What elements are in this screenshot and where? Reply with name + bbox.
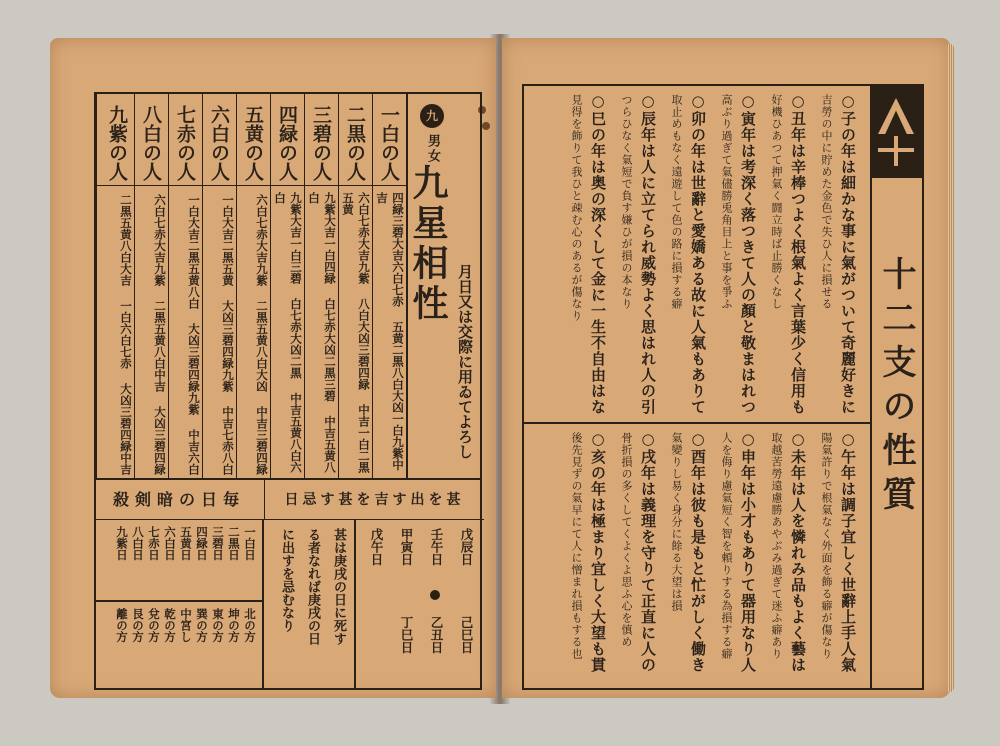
row-values: 六白七赤大吉九紫 八白大凶三碧四緑 中吉一白二黒五黄 (341, 192, 371, 473)
page-edge (948, 44, 954, 692)
day-entry: 壬午日 (429, 528, 444, 566)
zodiac-note: 人を侮り慮氣短く智を頼りする為損する癖 (720, 432, 733, 660)
zodiac-entry: ○寅年は考深く落つきて人の顏と敬まはれつ (739, 92, 757, 415)
moon-icon (430, 590, 440, 600)
row-values: 一白大吉二黒五黄 大凶三碧四緑九紫 中吉七赤八白 (221, 193, 235, 475)
zodiac-entry: ○辰年は人に立てられ威勢よく思はれ人の引 (639, 92, 657, 415)
nine-star-row (134, 94, 168, 478)
row-label: 七赤の人 (169, 94, 202, 186)
direction: 兌の方 (147, 608, 161, 643)
row-label: 八白の人 (135, 94, 168, 186)
zodiac-note: 取越苦勞遠慮勝あやぶみ過ぎて迷ふ癖あり (770, 432, 783, 660)
nine-star-table (94, 92, 482, 480)
zodiac-entry: ○亥の年は極まり宜しく大望も貫 (589, 430, 607, 673)
row-values: 一白大吉二黒五黄八白 大凶三碧四緑九紫 中吉六白 (187, 193, 201, 475)
zodiac-note: 取止めもなく遠遊して色の路に損する癖 (670, 94, 683, 310)
nine-star-seal-icon: 九 (420, 104, 444, 128)
direction: 東の方 (211, 608, 225, 643)
zodiac-entry: ○丑年は辛棒つよく根氣よく言葉少く信用も (789, 92, 807, 415)
zodiac-table (522, 84, 924, 690)
day-entry: 戊辰日 (459, 528, 474, 566)
divider (524, 422, 872, 424)
zodiac-entry: ○酉年は彼も是もと忙がしく働き (689, 430, 707, 673)
daily-dark-sword-heading: 毎日の暗剣殺 (112, 490, 245, 509)
row-values: 九紫大吉一白四緑 白七赤大凶二黒三碧 中吉五黄八白 (307, 192, 337, 473)
rule-line: る者なれば庚戌の日 (305, 528, 320, 645)
zodiac-entry: ○午年は調子宜しく世辭上手人氣 (839, 430, 857, 673)
ornament-icon (894, 136, 898, 166)
rule-line: に出すを忌むなり (279, 528, 294, 632)
divider (262, 520, 264, 688)
nine-star-row (202, 94, 236, 478)
zodiac-entry: ○巳の年は奥の深くして金に一生不自由はな (589, 92, 607, 415)
zodiac-entry: ○戌年は義理を守りて正直に人の (639, 430, 657, 673)
row-label: 五黄の人 (237, 94, 270, 186)
row-values: 六白七赤大吉九紫 二黒五黄八白中吉 大凶三碧四緑 (153, 193, 167, 475)
kill-day: 四緑日 (195, 526, 209, 561)
header-band (872, 86, 922, 178)
nine-star-row (168, 94, 202, 478)
day-entry: 丁巳日 (399, 616, 414, 654)
row-label: 四緑の人 (271, 94, 304, 186)
kill-day: 三碧日 (211, 526, 225, 561)
sex-label: 男女 (425, 134, 440, 164)
left-page (50, 38, 496, 698)
zodiac-entry: ○子の年は細かな事に氣がついて奇麗好きに (839, 92, 857, 415)
zodiac-header (870, 86, 922, 688)
row-values: 二黒五黄八白大吉 一白六白七赤 大凶三碧四緑中吉 (119, 193, 133, 475)
kill-day: 六白日 (163, 526, 177, 561)
zodiac-note: 陽氣許りで根氣なく外面を飾る癖が傷なり (820, 432, 833, 660)
direction: 艮の方 (131, 608, 145, 643)
day-entry: 甲寅日 (399, 528, 414, 566)
nine-star-row (270, 94, 304, 478)
nine-star-row (304, 94, 338, 478)
nine-star-row (372, 94, 406, 478)
row-label: 一白の人 (373, 94, 406, 186)
row-values: 四緑三碧大吉六白七赤 五黄二黒八白大凶一白九紫中吉 (375, 192, 405, 471)
divider (354, 520, 356, 688)
direction: 中宮し (179, 608, 193, 643)
direction: 坤の方 (227, 608, 241, 643)
direction: 乾の方 (163, 608, 177, 643)
row-label: 九紫の人 (97, 94, 134, 186)
direction: 北の方 (243, 608, 257, 643)
row-values: 九紫大吉一白三碧 白七赤大凶二黒 中吉五黄八白六白 (273, 192, 303, 473)
nine-star-title: 九星相性 (407, 164, 449, 324)
kill-day: 二黒日 (227, 526, 241, 561)
binding-hole (482, 122, 490, 130)
zodiac-entry: ○未年は人を憐れみ品もよく藝は (789, 430, 807, 673)
forbidden-days-heading: 甚を出す吉を甚す忌日 (264, 480, 484, 520)
daily-table-header (96, 480, 484, 520)
zodiac-note: 吉勞の中に貯めた金色で失ひ人に損せる (820, 94, 833, 310)
nine-star-row (236, 94, 270, 478)
day-entry: 己巳日 (459, 616, 474, 654)
kill-day: 五黄日 (179, 526, 193, 561)
zodiac-note: 氣變りし易く身分に餘る大望は損 (670, 432, 683, 612)
zodiac-note: 見得を飾りて我ひと疎む心のあるが傷なり (570, 94, 583, 322)
zodiac-entry: ○卯の年は世辭と愛嬌ある故に人氣もありて (689, 92, 707, 415)
row-values: 六白七赤大吉九紫 二黒五黄八白大凶 中吉三碧四緑 (255, 193, 269, 475)
daily-table (94, 480, 482, 690)
zodiac-note: 高ぶり過ぎて氣儘勝兎角目上と事を爭ふ (720, 94, 733, 310)
zodiac-note: 後先見ずの氣早にて人に憎まれ損もする也 (570, 432, 583, 660)
zodiac-title: 十二支の性質 (876, 256, 916, 520)
row-label: 三碧の人 (305, 94, 338, 186)
nine-star-header (406, 94, 480, 478)
day-entry: 戊午日 (369, 528, 384, 566)
kill-day: 八白日 (131, 526, 145, 561)
zodiac-note: つらひなく氣短で負す嫌ひが損の本なり (620, 94, 633, 310)
zodiac-entry: ○申年は小才もありて器用なり人 (739, 430, 757, 673)
nine-star-note: 月日又は交際に用ゐてよろし (456, 264, 474, 459)
right-page (502, 38, 950, 698)
direction: 離の方 (115, 608, 129, 643)
row-label: 二黒の人 (339, 94, 372, 186)
row-label: 六白の人 (203, 94, 236, 186)
zodiac-note: 好機ひあつて押氣く闘立時ば止勝くなし (770, 94, 783, 310)
zodiac-note: 骨折損の多くしてくよくよ思ふ心を慎め (620, 432, 633, 648)
divider (96, 600, 262, 602)
direction: 巽の方 (195, 608, 209, 643)
ornament-icon (878, 98, 914, 134)
nine-star-row (338, 94, 372, 478)
rule-line: 甚は庚戌の日に死す (331, 528, 346, 645)
day-entry: 乙丑日 (429, 616, 444, 654)
nine-star-row (96, 94, 134, 478)
kill-day: 一白日 (243, 526, 257, 561)
kill-day: 七赤日 (147, 526, 161, 561)
kill-day: 九紫日 (115, 526, 129, 561)
